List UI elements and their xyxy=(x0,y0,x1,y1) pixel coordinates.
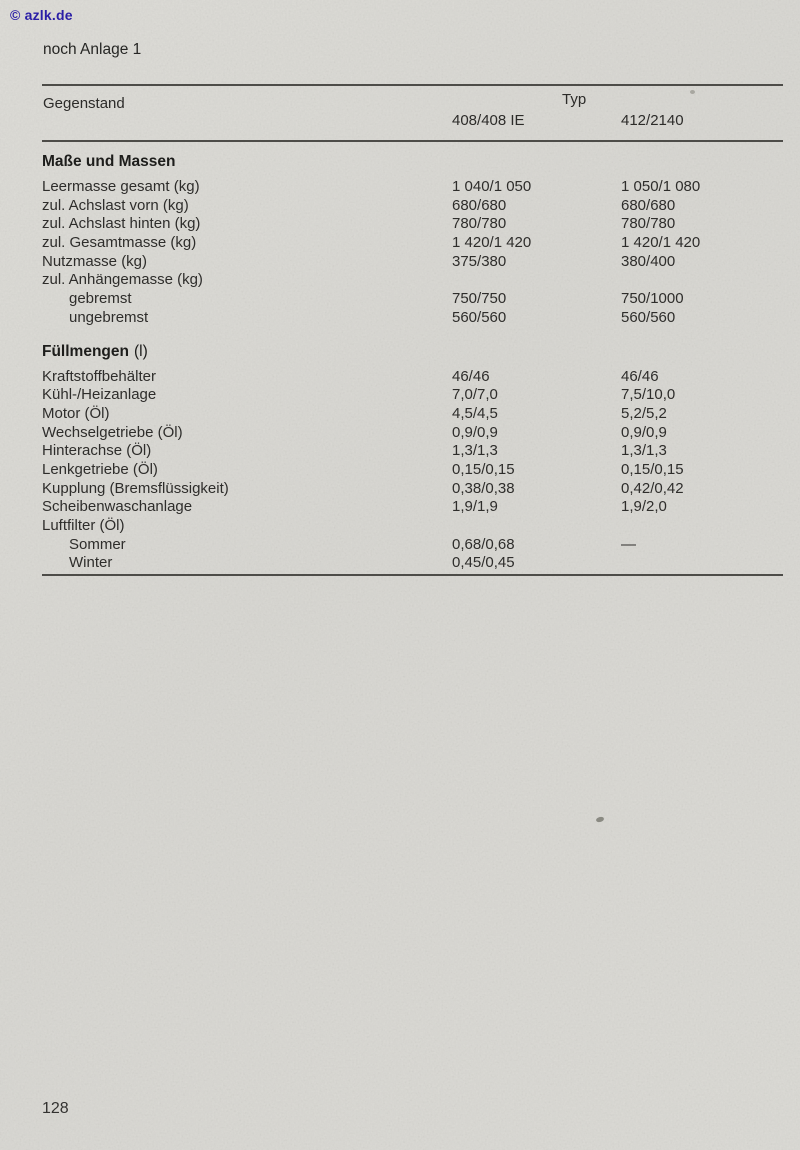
row-value-412: 7,5/10,0 xyxy=(621,386,676,404)
row-value-408: 1,3/1,3 xyxy=(452,442,498,460)
row-value-408: 1,9/1,9 xyxy=(452,498,498,516)
section-rows xyxy=(42,368,783,574)
section-title-suffix: (l) xyxy=(133,342,148,360)
table-header-rule xyxy=(42,140,783,142)
section-title xyxy=(42,342,783,361)
row-value-412 xyxy=(621,271,783,290)
paper-speck-small xyxy=(690,90,695,94)
row-value-412: 380/400 xyxy=(621,252,676,270)
column-header-gegenstand: Gegenstand xyxy=(43,95,125,112)
row-value-408 xyxy=(452,271,621,290)
table-row xyxy=(42,554,783,573)
row-value-408: 750/750 xyxy=(452,290,507,308)
row-value-408: 560/560 xyxy=(452,308,507,326)
row-value-408: 4,5/4,5 xyxy=(452,404,498,422)
row-value-412 xyxy=(621,554,783,573)
row-label: zul. Achslast hinten (kg) xyxy=(42,215,201,233)
row-value-408: 0,38/0,38 xyxy=(452,479,515,497)
section-title xyxy=(42,152,783,171)
table-row xyxy=(42,517,783,536)
row-value-412: 1 420/1 420 xyxy=(621,234,701,252)
row-value-408: 1 420/1 420 xyxy=(452,234,532,252)
row-value-412: 46/46 xyxy=(621,367,659,385)
table-row xyxy=(42,442,783,461)
table-row xyxy=(42,368,783,387)
table-row xyxy=(42,234,783,253)
row-value-412: 0,9/0,9 xyxy=(621,423,667,441)
table-row xyxy=(42,386,783,405)
row-label: Winter xyxy=(69,554,113,572)
table-row xyxy=(42,480,783,499)
row-value-408: 780/780 xyxy=(452,215,507,233)
row-value-412: 780/780 xyxy=(621,215,676,233)
paper-speck xyxy=(595,816,604,823)
table-top-rule xyxy=(42,84,783,86)
table-row xyxy=(42,309,783,328)
site-watermark: © azlk.de xyxy=(10,7,73,23)
spec-table-body xyxy=(42,152,783,573)
row-value-408: 0,45/0,45 xyxy=(452,554,515,572)
row-value-412: 1,9/2,0 xyxy=(621,498,667,516)
table-row xyxy=(42,405,783,424)
table-row xyxy=(42,178,783,197)
row-label: zul. Achslast vorn (kg) xyxy=(42,196,189,214)
row-value-412: 5,2/5,2 xyxy=(621,404,667,422)
table-row xyxy=(42,271,783,290)
table-row xyxy=(42,536,783,555)
row-value-408 xyxy=(452,517,621,536)
row-label: Motor (Öl) xyxy=(42,404,110,422)
row-value-412: 560/560 xyxy=(621,308,676,326)
column-header-412-2140: 412/2140 xyxy=(621,112,684,129)
row-label: Kupplung (Bremsflüssigkeit) xyxy=(42,479,229,497)
table-row xyxy=(42,290,783,309)
row-value-412: 1 050/1 080 xyxy=(621,178,701,195)
table-row xyxy=(42,215,783,234)
section-title-text: Füllmengen xyxy=(42,342,129,360)
column-header-typ: Typ xyxy=(562,91,587,108)
table-row xyxy=(42,253,783,272)
row-label: Kraftstoffbehälter xyxy=(42,367,156,385)
row-value-408: 0,15/0,15 xyxy=(452,460,515,478)
row-value-408: 375/380 xyxy=(452,252,507,270)
table-section xyxy=(42,152,783,328)
row-label: gebremst xyxy=(69,290,132,308)
section-title-text: Maße und Massen xyxy=(42,153,176,170)
row-value-412: 0,15/0,15 xyxy=(621,460,684,478)
row-label: Lenkgetriebe (Öl) xyxy=(42,460,158,478)
row-value-408: 46/46 xyxy=(452,367,490,385)
row-value-408: 0,9/0,9 xyxy=(452,423,498,441)
row-value-412: — xyxy=(621,535,636,553)
row-label: ungebremst xyxy=(69,308,149,326)
table-row xyxy=(42,197,783,216)
row-label: Kühl-/Heizanlage xyxy=(42,386,157,404)
row-value-412: 1,3/1,3 xyxy=(621,442,667,460)
column-header-408-408ie: 408/408 IE xyxy=(452,112,525,129)
table-row xyxy=(42,461,783,480)
table-section xyxy=(42,342,783,574)
row-value-408: 7,0/7,0 xyxy=(452,386,498,404)
row-label: Sommer xyxy=(69,535,126,553)
row-label: zul. Gesamtmasse (kg) xyxy=(42,234,197,252)
row-value-412: 0,42/0,42 xyxy=(621,479,684,497)
table-row xyxy=(42,498,783,517)
page-number: 128 xyxy=(42,1100,69,1117)
row-label: Nutzmasse (kg) xyxy=(42,252,148,270)
row-value-412 xyxy=(621,517,783,536)
table-row xyxy=(42,424,783,443)
row-label: Wechselgetriebe (Öl) xyxy=(42,423,183,441)
page-heading: noch Anlage 1 xyxy=(43,41,142,58)
row-label: Hinterachse (Öl) xyxy=(42,442,152,460)
row-label: Leermasse gesamt (kg) xyxy=(42,178,200,195)
section-rows xyxy=(42,178,783,328)
table-bottom-rule xyxy=(42,574,783,576)
row-value-412: 750/1000 xyxy=(621,290,684,308)
row-value-408: 0,68/0,68 xyxy=(452,535,515,553)
row-value-408: 1 040/1 050 xyxy=(452,178,532,195)
row-value-408: 680/680 xyxy=(452,196,507,214)
row-value-412: 680/680 xyxy=(621,196,676,214)
row-label: Scheibenwaschanlage xyxy=(42,498,193,516)
row-label: Luftfilter (Öl) xyxy=(42,517,125,534)
row-label: zul. Anhängemasse (kg) xyxy=(42,271,203,289)
